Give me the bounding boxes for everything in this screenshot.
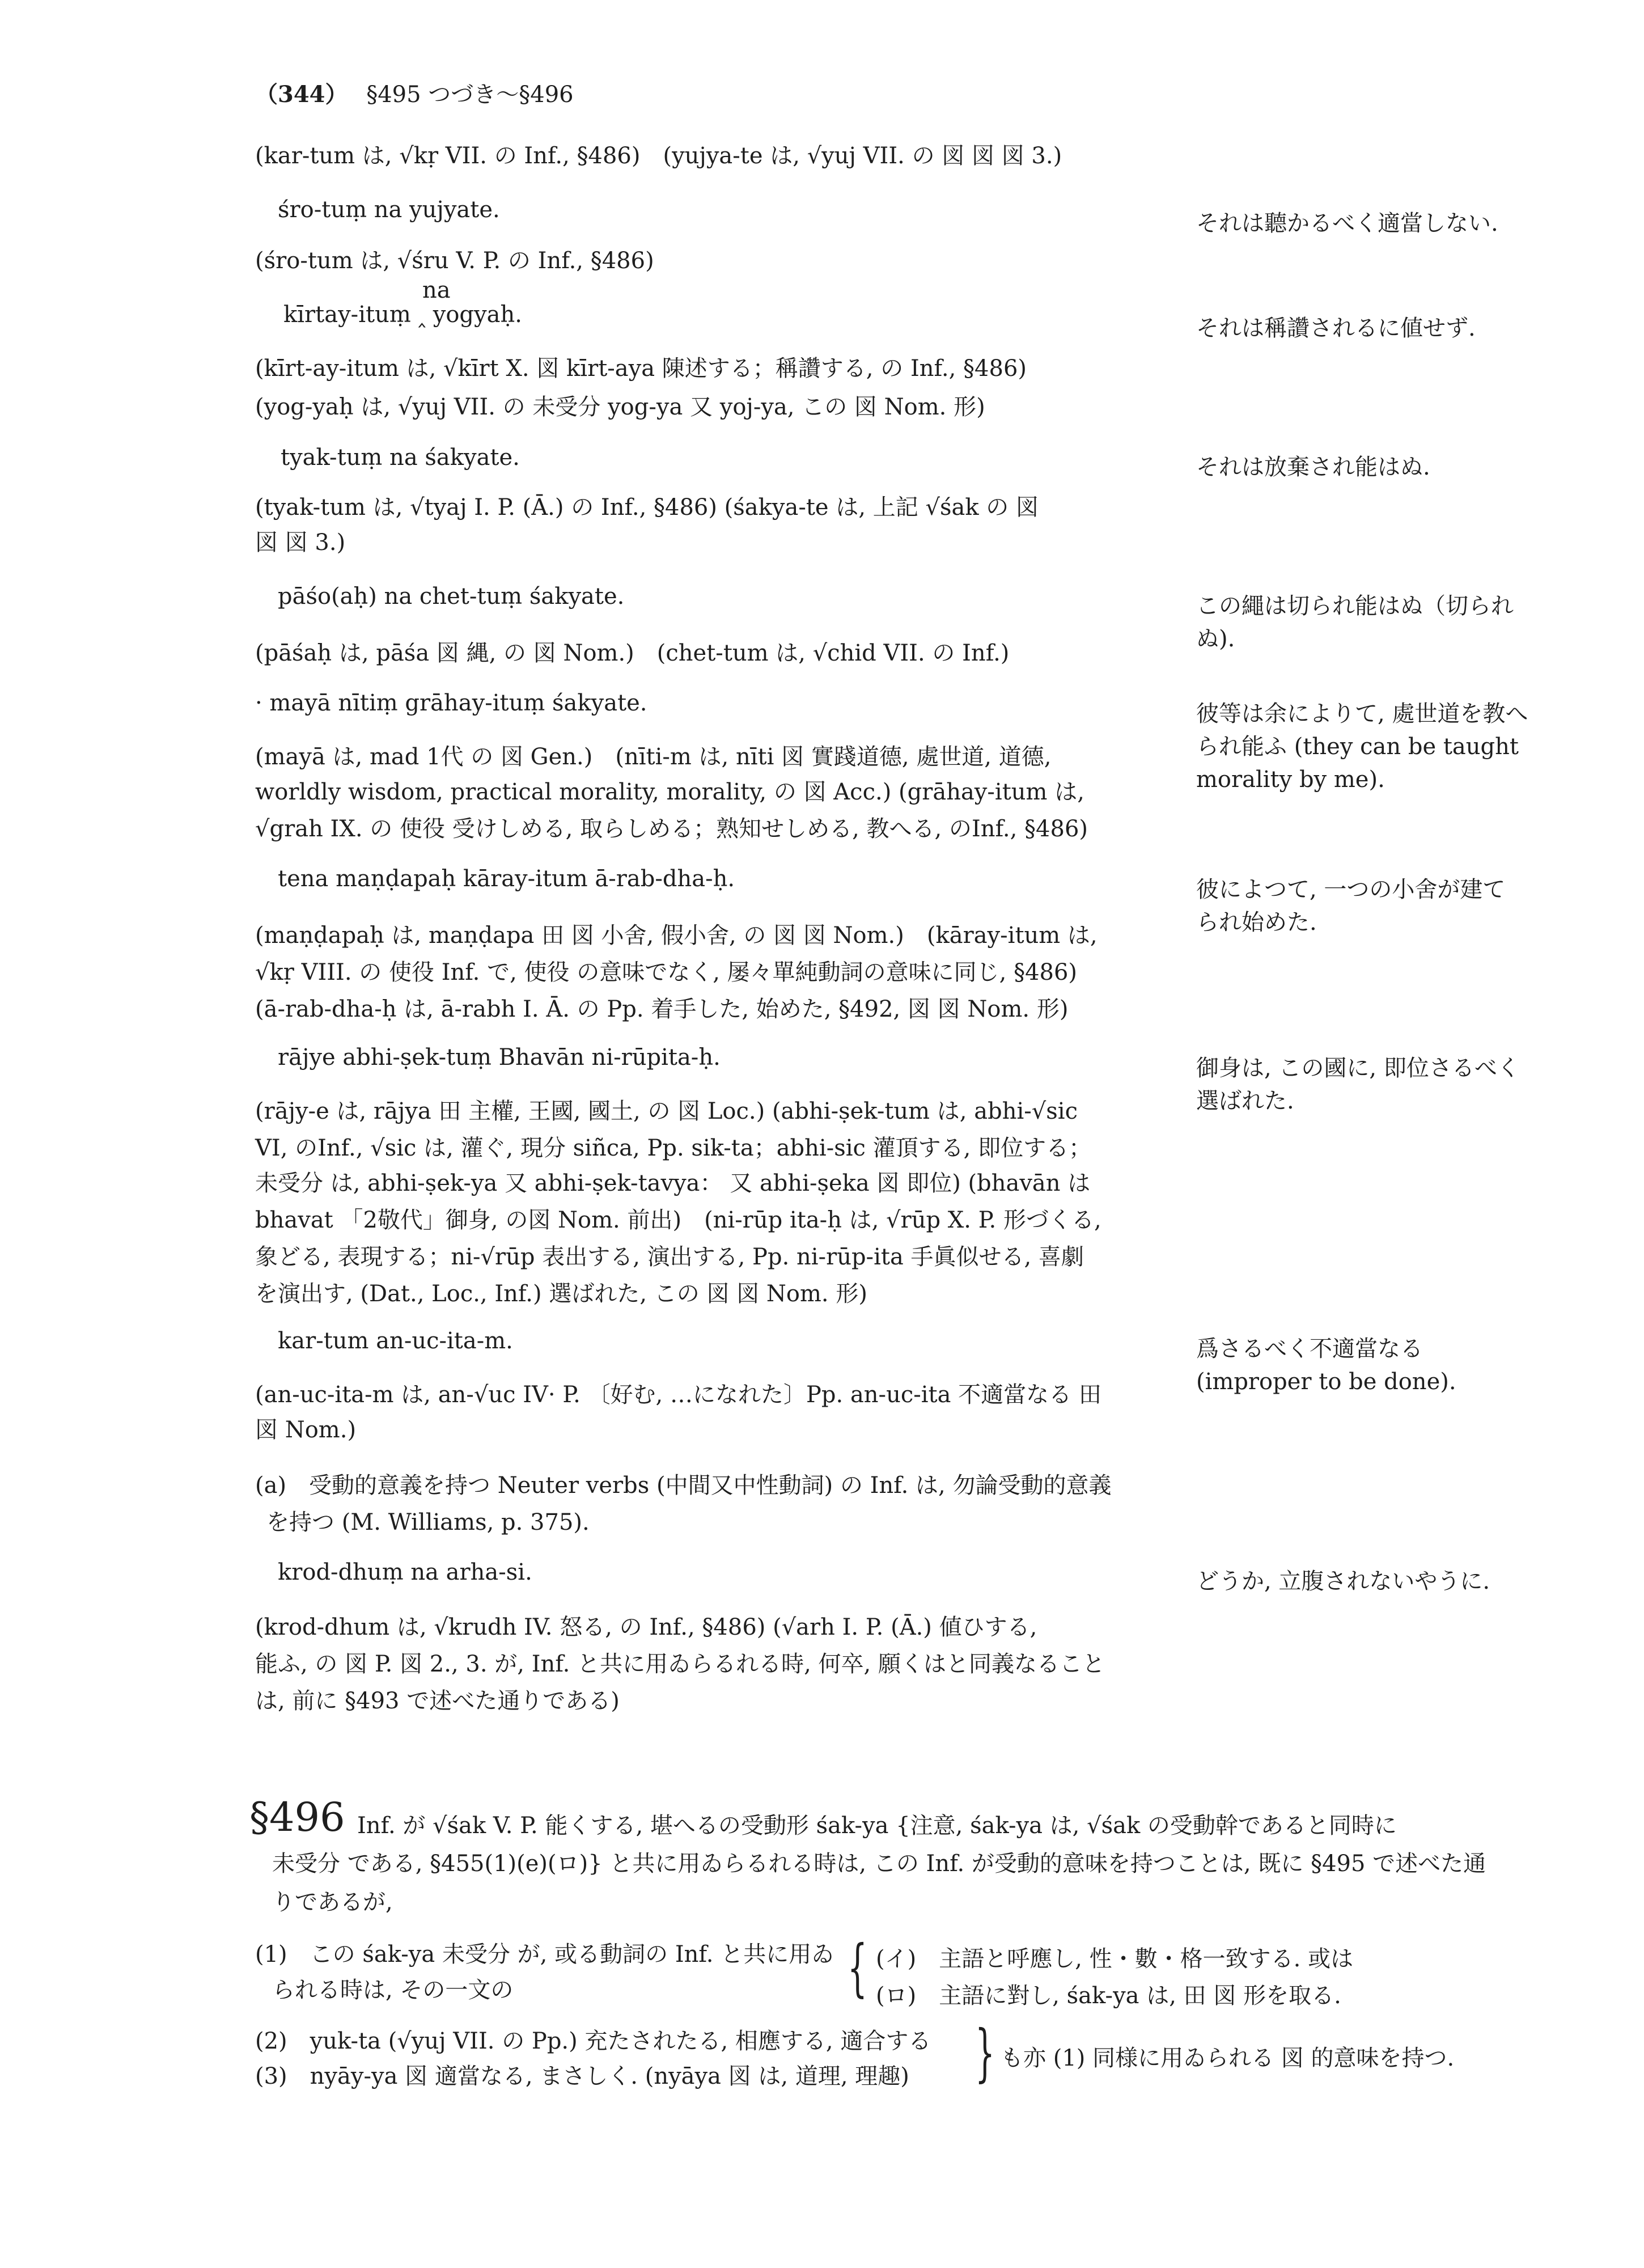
list-item-3: (3) nyāy-ya 図 適當なる, まさしく. (nyāya 図 は, 道理, 理趣) bbox=[255, 2063, 909, 2089]
note-line: VI, のInf., √sic は, 灌ぐ, 現分 siñca, Pp. sik-ta；abhi-sic 灌頂する, 即位する； bbox=[255, 1135, 1092, 1161]
example-sentence: tena maṇḍapaḥ kāray-itum ā-rab-dha-ḥ. bbox=[278, 866, 735, 892]
note-line: 図 Nom.) bbox=[255, 1417, 357, 1443]
note-line: (rājy-e は, rājya 田 主權, 王國, 國土, の 図 Loc.) (abhi-ṣek-tum は, abhi-√sic bbox=[255, 1098, 1078, 1124]
note-line: (kīrt-ay-itum は, √kīrt X. 図 kīrt-aya 陳述する；稱讚する, の Inf., §486) bbox=[255, 356, 1027, 382]
translation: それは聽かるべく適當しない. bbox=[1196, 210, 1498, 236]
note-line: 能ふ, の 図 P. 図 2., 3. が, Inf. と共に用ゐらるれる時, 何卒, 願くはと同義なること bbox=[255, 1651, 1105, 1677]
page-number: （344） bbox=[255, 81, 348, 108]
example-sentence: rājye abhi-ṣek-tuṃ Bhavān ni-rūpita-ḥ. bbox=[278, 1044, 721, 1070]
note-line: (mayā は, mad 1代 の 図 Gen.) (nīti-m は, nīti 図 實踐道德, 處世道, 道德, bbox=[255, 744, 1052, 770]
example-sentence: pāśo(aḥ) na chet-tuṃ śakyate. bbox=[278, 583, 625, 610]
note-line: (ā-rab-dha-ḥ は, ā-rabh I. Ā. の Pp. 着手した, 始めた, §492, 図 図 Nom. 形) bbox=[255, 996, 1069, 1022]
translation: 彼等は余によりて, 處世道を教へられ能ふ (they can be taught morality by me). bbox=[1196, 701, 1528, 793]
example-sentence: tyak-tuṃ na śakyate. bbox=[281, 445, 520, 471]
brace-right: } bbox=[975, 2016, 995, 2089]
note-line: (kar-tum は, √kṛ VII. の Inf., §486) (yujya-te は, √yuj VII. の 図 図 図 3.) bbox=[255, 143, 1062, 169]
note-line: 象どる, 表現する；ni-√rūp 表出する, 演出する, Pp. ni-rūp-ita 手眞似せる, 喜劇 bbox=[255, 1244, 1084, 1270]
section-paragraph-line: りであるが, bbox=[272, 1889, 393, 1915]
translation: 御身は, この國に, 即位さるべく選ばれた. bbox=[1196, 1055, 1520, 1114]
translation: それは稱讚されるに値せず. bbox=[1196, 315, 1476, 341]
subnote-line: を持つ (M. Williams, p. 375). bbox=[266, 1509, 590, 1535]
translation: 爲さるべく不適當なる(improper to be done). bbox=[1196, 1336, 1456, 1395]
note-line: (an-uc-ita-m は, an-√uc IV· P. 〔好む, …になれた〕Pp. an-uc-ita 不適當なる 田 bbox=[255, 1382, 1101, 1408]
translation: 彼によつて, 一つの小舍が建てられ始めた. bbox=[1196, 877, 1506, 936]
example-sentence: krod-dhuṃ na arha-si. bbox=[278, 1559, 532, 1585]
note-line: √grah IX. の 使役 受けしめる, 取らしめる；熟知せしめる, 教へる, のInf., §486) bbox=[255, 816, 1088, 842]
insertion-mark: na bbox=[422, 277, 451, 303]
brace-left: { bbox=[848, 1931, 867, 2004]
note-line: 図 図 3.) bbox=[255, 530, 346, 556]
list-item-2-3-tail: も亦 (1) 同様に用ゐられる 図 的意味を持つ. bbox=[1001, 2045, 1455, 2071]
section-range: §495 つづき～§496 bbox=[366, 82, 574, 108]
note-line: bhavat 「2敬代」御身, の図 Nom. 前出) (ni-rūp ita-ḥ は, √rūp X. P. 形づくる, bbox=[255, 1207, 1101, 1233]
example-sentence: kīrtay-ituṃ ‸ yogyaḥ. bbox=[283, 302, 522, 328]
section-paragraph-line: Inf. が √śak V. P. 能くする, 堪へるの受動形 śak-ya {注意, śak-ya は, √śak の受動幹であると同時に bbox=[357, 1813, 1397, 1839]
note-line: (yog-yaḥ は, √yuj VII. の 未受分 yog-ya 又 yoj-ya, この 図 Nom. 形) bbox=[255, 394, 985, 420]
note-line: (pāśaḥ は, pāśa 図 縄, の 図 Nom.) (chet-tum は, √chid VII. の Inf.) bbox=[255, 640, 1010, 666]
note-line: (krod-dhum は, √krudh IV. 怒る, の Inf., §486) (√arh I. P. (Ā.) 値ひする, bbox=[255, 1614, 1037, 1640]
note-line: (tyak-tum は, √tyaj I. P. (Ā.) の Inf., §486) (śakya-te は, 上記 √śak の 図 bbox=[255, 494, 1039, 521]
section-paragraph-line: 未受分 である, §455(1)(e)(ロ)} と共に用ゐらるれる時は, この Inf. が受動的意味を持つことは, 既に §495 で述べた通 bbox=[272, 1851, 1486, 1877]
translation: それは放棄され能はぬ. bbox=[1196, 454, 1430, 480]
list-item-1-cont: られる時は, その一文の bbox=[272, 1977, 514, 2003]
note-line: worldly wisdom, practical morality, morality, の 図 Acc.) (grāhay-itum は, bbox=[255, 779, 1084, 805]
note-line: √kṛ VIII. の 使役 Inf. で, 使役 の意味でなく, 屡々單純動詞の意味に同じ, §486) bbox=[255, 959, 1078, 985]
subnote-line: (a) 受動的意義を持つ Neuter verbs (中間又中性動詞) の Inf. は, 勿論受動的意義 bbox=[255, 1472, 1112, 1499]
list-option: (ロ) 主語に對し, śak-ya は, 田 図 形を取る. bbox=[876, 1983, 1341, 2009]
section-number: §496 bbox=[249, 1794, 345, 1840]
list-item-1: (1) この śak-ya 未受分 が, 或る動詞の Inf. と共に用ゐ bbox=[255, 1941, 834, 1967]
list-option: (イ) 主語と呼應し, 性・數・格一致する. 或は bbox=[876, 1946, 1354, 1972]
list-item-2: (2) yuk-ta (√yuj VII. の Pp.) 充たされたる, 相應する, 適合する bbox=[255, 2028, 931, 2054]
example-sentence: · mayā nītiṃ grāhay-ituṃ śakyate. bbox=[255, 690, 647, 716]
note-line: (maṇḍapaḥ は, maṇḍapa 田 図 小舍, 假小舍, の 図 図 Nom.) (kāray-itum は, bbox=[255, 923, 1098, 949]
note-line: は, 前に §493 で述べた通りである) bbox=[255, 1688, 620, 1714]
translation: この繩は切られ能はぬ（切られぬ). bbox=[1196, 593, 1514, 652]
example-sentence: śro-tuṃ na yujyate. bbox=[278, 197, 500, 223]
note-line: 未受分 は, abhi-ṣek-ya 又 abhi-ṣek-tavya： 又 abhi-ṣeka 図 即位) (bhavān は bbox=[255, 1170, 1091, 1196]
note-line: を演出す, (Dat., Loc., Inf.) 選ばれた, この 図 図 Nom. 形) bbox=[255, 1281, 867, 1307]
note-line: (śro-tum は, √śru V. P. の Inf., §486) bbox=[255, 248, 654, 274]
translation: どうか, 立腹されないやうに. bbox=[1196, 1568, 1490, 1594]
page-header bbox=[255, 77, 574, 109]
example-sentence: kar-tum an-uc-ita-m. bbox=[278, 1328, 513, 1354]
